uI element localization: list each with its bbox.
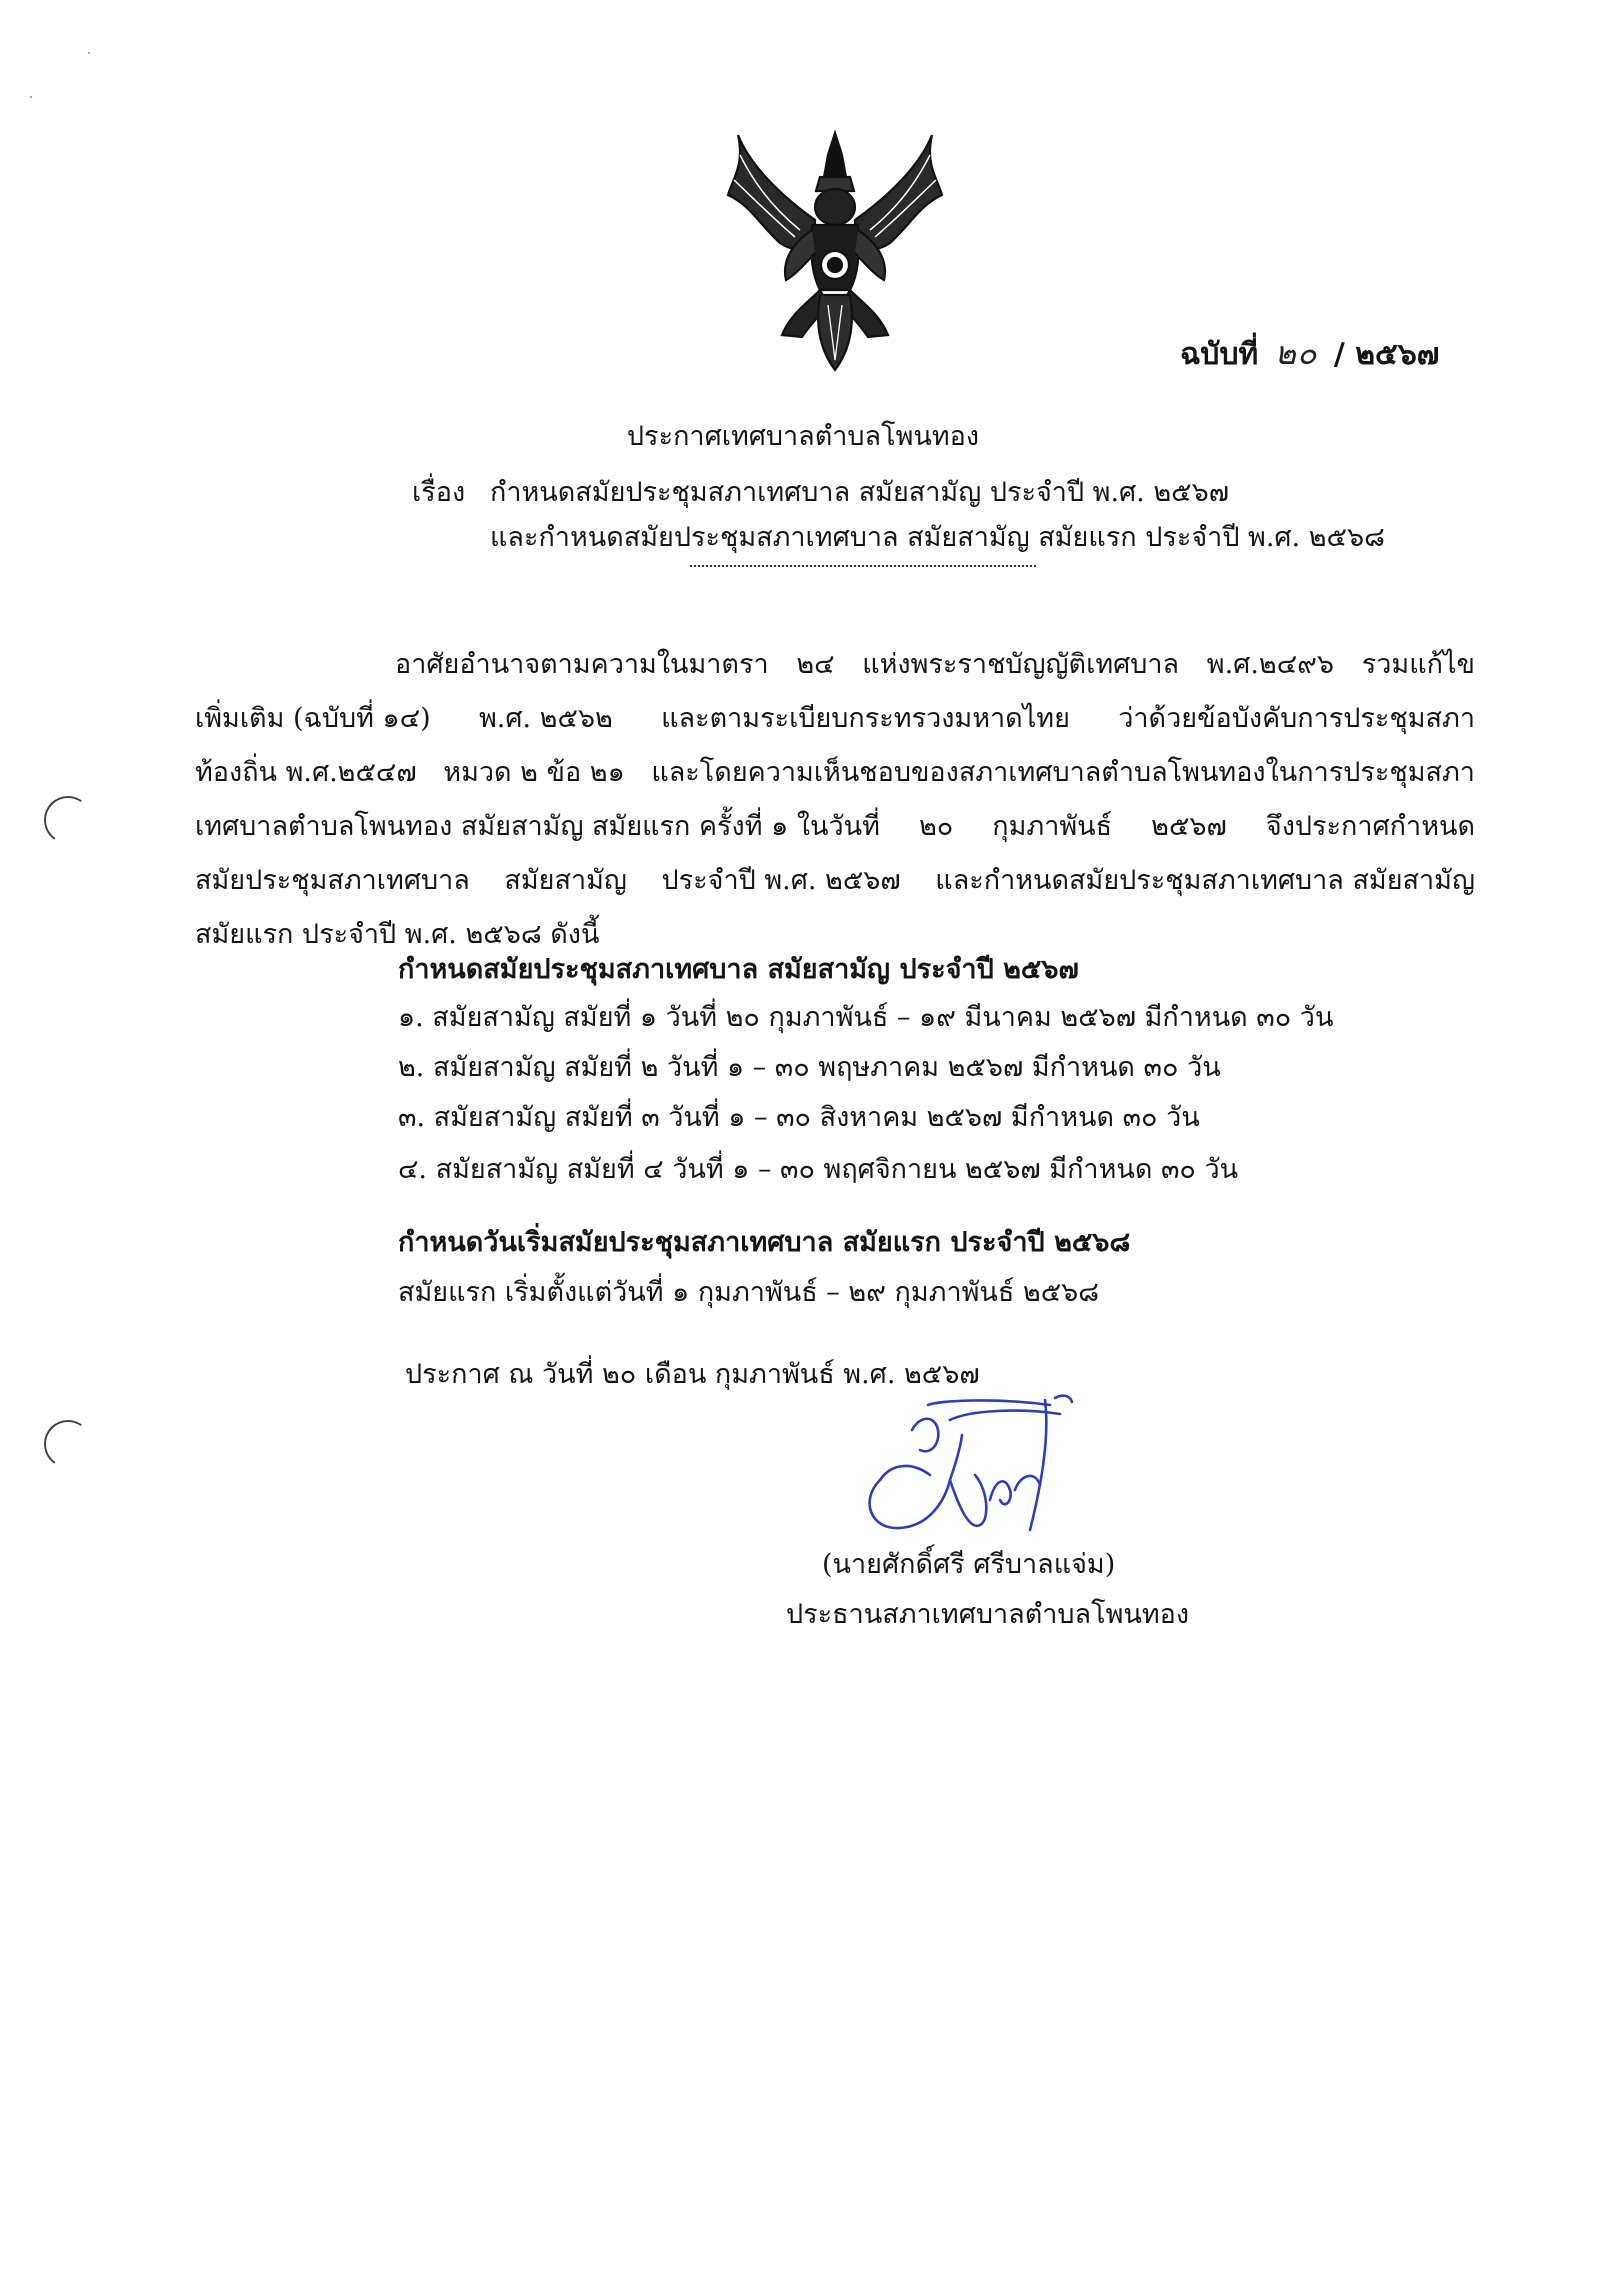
announcement-date: ประกาศ ณ วันที่ ๒๐ เดือน กุมภาพันธ์ พ.ศ. ๒๕๖๗ bbox=[405, 1359, 980, 1390]
punch-hole-mark bbox=[40, 1416, 96, 1472]
garuda-emblem-icon bbox=[720, 125, 950, 375]
body-line: สมัยแรก ประจำปี พ.ศ. ๒๕๖๘ ดังนี้ bbox=[195, 919, 600, 950]
subject-line-2: และกำหนดสมัยประชุมสภาเทศบาล สมัยสามัญ สมัยแรก ประจำปี พ.ศ. ๒๕๖๘ bbox=[490, 522, 1385, 553]
issue-year: / ๒๕๖๗ bbox=[1333, 337, 1440, 372]
signer-name: (นายศักดิ์ศรี ศรีบาลแจ่ม) bbox=[822, 1549, 1116, 1580]
issue-number bbox=[1180, 328, 1439, 379]
issue-label: ฉบับที่ bbox=[1180, 337, 1259, 372]
signature-icon bbox=[850, 1380, 1120, 1550]
list-item: สมัยแรก เริ่มตั้งแต่วันที่ ๑ กุมภาพันธ์ – ๒๙ กุมภาพันธ์ ๒๕๖๘ bbox=[398, 1277, 1100, 1308]
section-heading-2567: กำหนดสมัยประชุมสภาเทศบาล สมัยสามัญ ประจำปี ๒๕๖๗ bbox=[398, 954, 1079, 985]
body-line: เพิ่มเติม (ฉบับที่ ๑๔) พ.ศ. ๒๕๖๒ และตามระเบียบกระทรวงมหาดไทย ว่าด้วยข้อบังคับการประชุมสภา bbox=[195, 703, 1475, 734]
body-line: สมัยประชุมสภาเทศบาล สมัยสามัญ ประจำปี พ.ศ. ๒๕๖๗ และกำหนดสมัยประชุมสภาเทศบาล สมัยสามัญ bbox=[195, 865, 1475, 896]
list-item: ๒. สมัยสามัญ สมัยที่ ๒ วันที่ ๑ – ๓๐ พฤษภาคม ๒๕๖๗ มีกำหนด ๓๐ วัน bbox=[398, 1052, 1221, 1083]
body-line: เทศบาลตำบลโพนทอง สมัยสามัญ สมัยแรก ครั้งที่ ๑ ในวันที่ ๒๐ กุมภาพันธ์ ๒๕๖๗ จึงประกาศกำหนด bbox=[195, 811, 1475, 842]
subject-line-1: กำหนดสมัยประชุมสภาเทศบาล สมัยสามัญ ประจำปี พ.ศ. ๒๕๖๗ bbox=[490, 477, 1230, 508]
body-line: ท้องถิ่น พ.ศ.๒๕๔๗ หมวด ๒ ข้อ ๒๑ และโดยความเห็นชอบของสภาเทศบาลตำบลโพนทองในการประชุมสภา bbox=[195, 757, 1475, 788]
list-item: ๓. สมัยสามัญ สมัยที่ ๓ วันที่ ๑ – ๓๐ สิงหาคม ๒๕๖๗ มีกำหนด ๓๐ วัน bbox=[398, 1102, 1200, 1133]
body-paragraph bbox=[195, 640, 1475, 964]
body-line: อาศัยอำนาจตามความในมาตรา ๒๔ แห่งพระราชบัญญัติเทศบาล พ.ศ.๒๔๙๖ รวมแก้ไข bbox=[395, 649, 1475, 680]
list-item: ๑. สมัยสามัญ สมัยที่ ๑ วันที่ ๒๐ กุมภาพันธ์ – ๑๙ มีนาคม ๒๕๖๗ มีกำหนด ๓๐ วัน bbox=[398, 1002, 1334, 1033]
subject-label: เรื่อง bbox=[412, 477, 466, 508]
dotted-separator bbox=[690, 565, 1036, 567]
scan-speck bbox=[30, 96, 32, 98]
announcement-title: ประกาศเทศบาลตำบลโพนทอง bbox=[626, 421, 980, 452]
punch-hole-mark bbox=[40, 792, 96, 848]
list-item: ๔. สมัยสามัญ สมัยที่ ๔ วันที่ ๑ – ๓๐ พฤศจิกายน ๒๕๖๗ มีกำหนด ๓๐ วัน bbox=[398, 1154, 1239, 1185]
scan-speck bbox=[88, 52, 90, 54]
issue-number-handwritten: ๒๐ bbox=[1274, 334, 1318, 372]
signer-title: ประธานสภาเทศบาลตำบลโพนทอง bbox=[786, 1599, 1190, 1630]
section-heading-2568: กำหนดวันเริ่มสมัยประชุมสภาเทศบาล สมัยแรก ประจำปี ๒๕๖๘ bbox=[398, 1227, 1131, 1258]
